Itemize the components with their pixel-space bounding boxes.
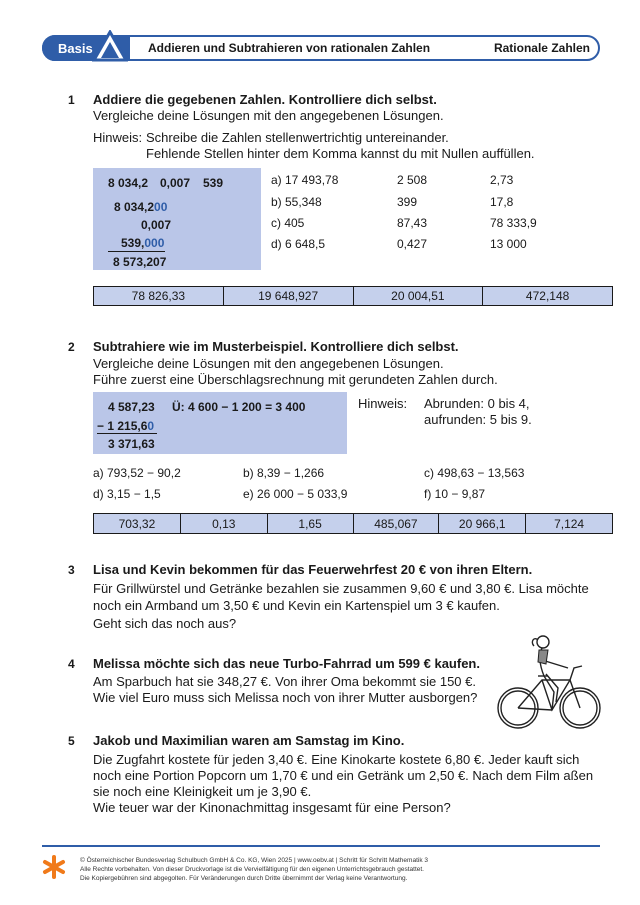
task-text: sie noch eine Kleinigkeit um je 3,90 €.	[93, 784, 312, 799]
solution-cell: 78 826,33	[94, 287, 224, 305]
publisher-logo-icon	[42, 854, 66, 880]
hint-text: Schreibe die Zahlen stellenwertrichtig untereinander.	[146, 130, 449, 145]
task-title: Subtrahiere wie im Musterbeispiel. Kontrolliere dich selbst.	[93, 339, 459, 354]
task-text: Am Sparbuch hat sie 348,27 €. Von ihrer Oma bekommt sie 150 €.	[93, 674, 476, 689]
footer-text: Alle Rechte vorbehalten. Von dieser Druckvorlage ist die Vervielfältigung für den eigenen Unterrichtsgebrauch gestattet.	[80, 866, 424, 873]
page-title: Addieren und Subtrahieren von rationalen Zahlen	[148, 41, 431, 55]
task-text: Wie teuer war der Kinonachmittag insgesamt für eine Person?	[93, 800, 451, 815]
task-title: Melissa möchte sich das neue Turbo-Fahrrad um 599 € kaufen.	[93, 656, 480, 671]
task-text: Die Zugfahrt kostete für jeden 3,40 €. Eine Kinokarte kostete 6,80 €. Jeder kauft sich	[93, 752, 580, 767]
solution-cell: 0,13	[181, 514, 268, 533]
estimate: Ü: 4 600 − 1 200 = 3 400	[172, 400, 306, 414]
task-title: Lisa und Kevin bekommen für das Feuerwehrfest 20 € von ihren Eltern.	[93, 562, 533, 577]
hint-text: aufrunden: 5 bis 9.	[424, 412, 532, 427]
footer-divider	[42, 845, 600, 847]
solution-cell: 472,148	[525, 289, 570, 303]
task-text: noch ein Armband um 3,50 € und Kevin ein Kartenspiel um 3 € kaufen.	[93, 598, 500, 613]
triangle-icon	[92, 30, 128, 64]
footer-text: Die Kopiergebühren sind abgegolten. Für Veränderungen durch Dritte übernimmt der Verlag keine Verantwortung.	[80, 875, 408, 882]
task-number: 1	[68, 93, 75, 107]
solutions-bar	[93, 286, 613, 306]
task-title: Jakob und Maximilian waren am Samstag im Kino.	[93, 733, 405, 748]
exercise-item: b) 55,348	[271, 195, 322, 209]
hint-label: Hinweis:	[93, 130, 143, 145]
task-text: noch eine Portion Popcorn um 1,70 € und ein Getränk um 2,50 €. Nach dem Film aßen	[93, 768, 594, 783]
solution-cell: 703,32	[94, 514, 181, 533]
hint-text: Fehlende Stellen hinter dem Komma kannst du mit Nullen auffüllen.	[146, 146, 535, 161]
exercise-item: 78 333,9	[490, 216, 537, 230]
example-row: 539,000	[121, 236, 165, 250]
exercise-item: b) 8,39 − 1,266	[243, 466, 325, 480]
task-text: Vergleiche deine Lösungen mit den angegebenen Lösungen.	[93, 356, 444, 371]
badge-label: Basis	[58, 41, 93, 56]
exercise-item: 399	[397, 195, 418, 209]
example-result: 3 371,63	[108, 437, 155, 451]
hint-label: Hinweis:	[358, 396, 408, 411]
sum-line	[108, 251, 165, 252]
exercise-item: 0,427	[397, 237, 428, 251]
exercise-item: d) 6 648,5	[271, 237, 326, 251]
sum-line	[97, 433, 157, 434]
footer-text: © Österreichischer Bundesverlag Schulbuch GmbH & Co. KG, Wien 2025 | www.oebv.at | Schritt für Schritt Mathematik 3	[80, 857, 428, 864]
hint-text: Abrunden: 0 bis 4,	[424, 396, 530, 411]
solution-cell: 20 004,51	[354, 287, 484, 305]
solutions-bar	[93, 513, 613, 534]
task-text: Wie viel Euro muss sich Melissa noch von ihrer Mutter ausborgen?	[93, 690, 478, 705]
task-text: Geht sich das noch aus?	[93, 616, 237, 631]
section-title: Rationale Zahlen	[493, 41, 590, 55]
solution-cell: 20 966,1	[439, 514, 526, 533]
task-number: 4	[68, 657, 75, 671]
exercise-item: c) 498,63 − 13,563	[424, 466, 525, 480]
exercise-item: 13 000	[490, 237, 527, 251]
exercise-item: 17,8	[490, 195, 514, 209]
cyclist-illustration	[494, 630, 604, 732]
solution-cell: 485,067	[354, 514, 440, 533]
example-number: 539	[203, 176, 224, 190]
task-title: Addiere die gegebenen Zahlen. Kontrolliere dich selbst.	[93, 92, 437, 107]
example-result: 8 573,207	[113, 255, 167, 269]
example-number: 8 034,2	[108, 176, 149, 190]
solution-cell: 19 648,927	[224, 287, 354, 305]
example-row: 0,007	[141, 218, 172, 232]
example-row: − 1 215,60	[97, 419, 155, 433]
task-number: 5	[68, 734, 75, 748]
exercise-item: c) 405	[271, 216, 305, 230]
task-number: 3	[68, 563, 75, 577]
exercise-item: 2,73	[490, 173, 514, 187]
exercise-item: 2 508	[397, 173, 428, 187]
exercise-item: 87,43	[397, 216, 428, 230]
exercise-item: e) 26 000 − 5 033,9	[243, 487, 348, 501]
task-text: Für Grillwürstel und Getränke bezahlen sie zusammen 9,60 € und 3,80 €. Lisa möchte	[93, 581, 589, 596]
solution-cell: 1,65	[268, 514, 354, 533]
exercise-item: d) 3,15 − 1,5	[93, 487, 161, 501]
task-text: Führe zuerst eine Überschlagsrechnung mit gerundeten Zahlen durch.	[93, 372, 498, 387]
exercise-item: a) 17 493,78	[271, 173, 339, 187]
exercise-item: a) 793,52 − 90,2	[93, 466, 181, 480]
solution-cell: 7,124	[554, 516, 585, 531]
example-row: 8 034,200	[114, 200, 168, 214]
example-row: 4 587,23	[108, 400, 155, 414]
task-text: Vergleiche deine Lösungen mit den angegebenen Lösungen.	[93, 108, 444, 123]
exercise-item: f) 10 − 9,87	[424, 487, 486, 501]
example-number: 0,007	[160, 176, 191, 190]
task-number: 2	[68, 340, 75, 354]
